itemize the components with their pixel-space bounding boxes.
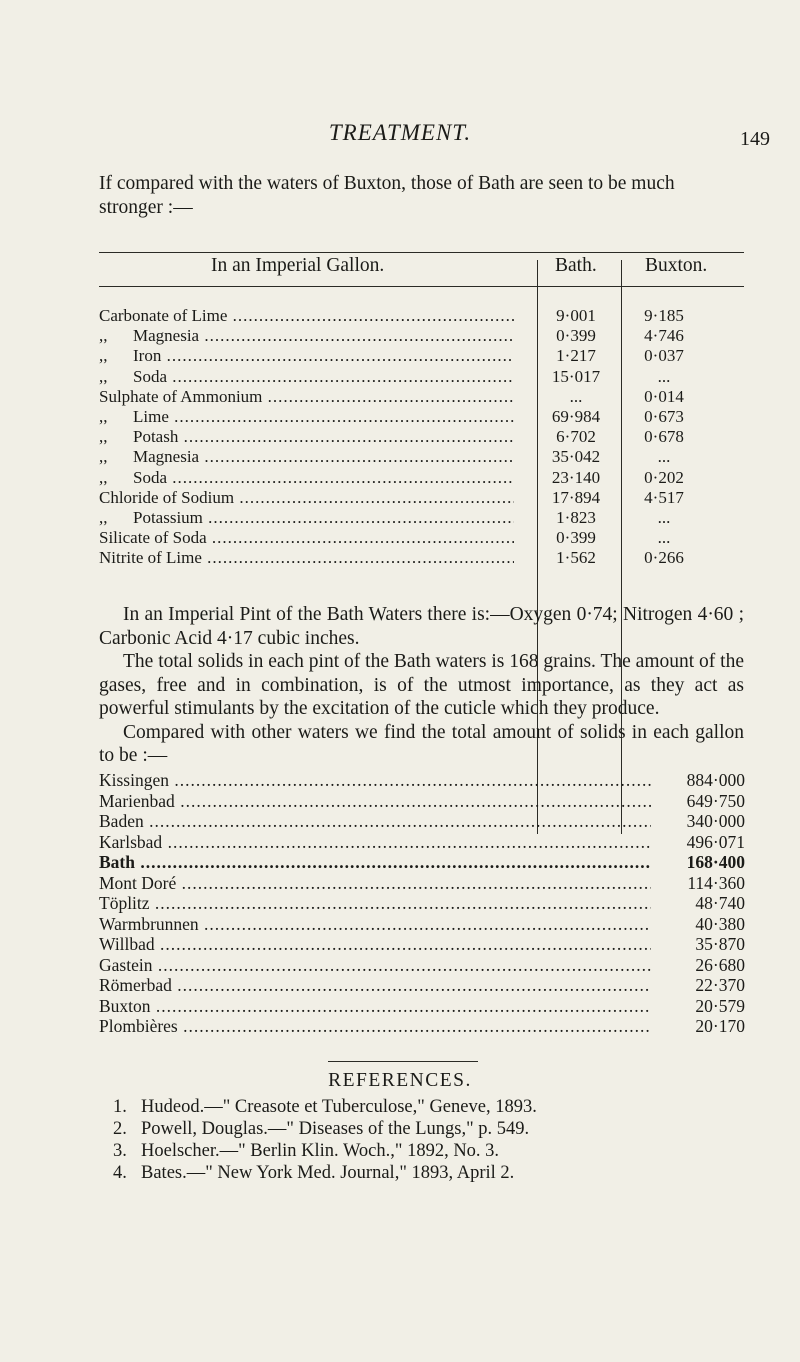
row-label (99, 488, 514, 508)
list-item (99, 996, 744, 1017)
table-row (99, 488, 744, 508)
spa-name-text: Willbad (99, 934, 155, 954)
spa-name-text: Kissingen (99, 770, 169, 790)
spa-name-text: Töplitz (99, 893, 150, 913)
spa-name (99, 873, 659, 893)
row-label (99, 548, 514, 568)
spa-solids-value: 20·170 (651, 1016, 745, 1036)
reference-text: Hoelscher.—" Berlin Klin. Woch.," 1892, No. 3. (141, 1141, 500, 1161)
spa-solids-value: 20·579 (651, 996, 745, 1016)
spa-name (99, 1016, 659, 1036)
running-title: TREATMENT. (328, 120, 472, 145)
buxton-value: ... (657, 507, 671, 527)
row-label (99, 367, 514, 387)
spa-name (99, 975, 659, 995)
buxton-value: ... (657, 528, 671, 548)
table-row (99, 407, 744, 427)
spa-name (99, 914, 659, 934)
intro-paragraph: If compared with the waters of Buxton, those of Bath are seen to be much stronger :— (99, 173, 675, 218)
references-heading: REFERENCES. (328, 1070, 472, 1091)
row-label (99, 427, 514, 447)
row-label (99, 528, 514, 548)
spa-name-text: Römerbad (99, 975, 172, 995)
table-row (99, 367, 744, 387)
list-item (99, 811, 744, 832)
column-header-item: In an Imperial Gallon. (211, 255, 385, 276)
table-row (99, 508, 744, 528)
section-divider (328, 1061, 478, 1062)
bath-value: 17·894 (551, 487, 601, 507)
buxton-value: 0·673 (644, 406, 684, 426)
list-item (99, 873, 744, 894)
row-label-text: ,, Potash (99, 427, 179, 447)
list-item (99, 934, 744, 955)
spa-solids-value: 496·071 (651, 832, 745, 852)
bath-value: 1·562 (556, 548, 596, 568)
reference-text: Hudeod.—" Creasote et Tuberculose," Geneve, 1893. (141, 1097, 537, 1117)
bath-value: 35·042 (551, 447, 601, 467)
reference-text: Powell, Douglas.—" Diseases of the Lungs," p. 549. (141, 1119, 530, 1139)
spa-solids-value: 340·000 (651, 811, 745, 831)
buxton-value: 0·037 (644, 346, 684, 366)
list-item (99, 791, 744, 812)
spa-comparison-list (99, 770, 744, 1037)
buxton-value: 4·517 (644, 487, 684, 507)
row-label-text: ,, Soda (99, 366, 167, 386)
spa-name-text: Marienbad (99, 790, 175, 811)
bath-value: 1·217 (556, 346, 596, 366)
table-row (99, 427, 744, 447)
reference-item (113, 1118, 753, 1140)
bath-value: 15·017 (551, 366, 601, 386)
row-label-text: ,, Soda (99, 467, 167, 487)
reference-item (113, 1162, 753, 1184)
spa-name-text: Warmbrunnen (99, 913, 199, 934)
spa-name (99, 996, 659, 1016)
paragraph-gases: In an Imperial Pint of the Bath Waters there is:—Oxygen 0·74; Nitrogen 4·60 ; Carbonic Acid 4·17 cubic inches. (99, 604, 744, 649)
buxton-value: 4·746 (644, 326, 684, 346)
spa-name (99, 791, 659, 811)
spa-name-text: Karlsbad (99, 831, 163, 852)
list-item (99, 955, 744, 976)
reference-number: 4. (113, 1163, 127, 1183)
body-text (99, 603, 744, 768)
buxton-value: 0·678 (644, 427, 684, 447)
spa-solids-value: 48·740 (651, 893, 745, 913)
row-label-text: Silicate of Soda (99, 528, 207, 548)
spa-name-text: Bath (99, 852, 135, 872)
paragraph-solids: The total solids in each pint of the Bath waters is 168 grains. The amount of the gases, free and in combination, is of the utmost importance, as they act as powerful stimulants by the excitation of the cuticle which they produce. (99, 651, 744, 719)
spa-name (99, 852, 659, 872)
buxton-value: 9·185 (644, 306, 684, 325)
row-label (99, 326, 514, 346)
spa-solids-value: 114·360 (651, 873, 745, 893)
list-item (99, 975, 744, 996)
row-label-text: ,, Iron (99, 346, 162, 366)
bath-value: 23·140 (551, 467, 601, 487)
table-body (99, 306, 744, 568)
row-label-text: Carbonate of Lime (99, 306, 228, 325)
reference-number: 1. (113, 1097, 127, 1117)
row-label-text: ,, Magnesia (99, 326, 200, 346)
row-label (99, 508, 514, 528)
spa-name-text: Baden (99, 811, 144, 831)
reference-item (113, 1096, 753, 1118)
table-row (99, 468, 744, 488)
spa-solids-value: 22·370 (651, 975, 745, 995)
list-item (99, 852, 744, 873)
row-label (99, 468, 514, 488)
column-header-buxton: Buxton. (645, 255, 708, 276)
spa-solids-value: 40·380 (651, 914, 745, 934)
reference-item (113, 1140, 753, 1162)
running-head (0, 120, 800, 150)
row-label-text: ,, Magnesia (99, 447, 200, 467)
spa-solids-value: 884·000 (651, 770, 745, 790)
row-label-text: Nitrite of Lime (99, 548, 202, 568)
list-item (99, 770, 744, 791)
table-row (99, 346, 744, 366)
bath-value: 1·823 (556, 507, 596, 527)
table-row (99, 306, 744, 326)
row-label (99, 306, 514, 326)
table-row (99, 528, 744, 548)
table-row (99, 326, 744, 346)
buxton-value: ... (657, 366, 671, 386)
spa-name (99, 770, 659, 790)
spa-name-text: Plombières (99, 1016, 178, 1036)
row-label-text: ,, Lime (99, 406, 169, 426)
spa-name-text: Gastein (99, 954, 153, 975)
buxton-value: ... (657, 447, 671, 467)
buxton-value: 0·202 (644, 467, 684, 487)
table-header-rule (99, 286, 744, 287)
row-label-text: Chloride of Sodium (99, 487, 235, 507)
row-label-text: ,, Potassium (99, 507, 203, 527)
list-item (99, 832, 744, 853)
spa-solids-value: 649·750 (651, 791, 745, 811)
spa-name-text: Mont Doré (99, 872, 177, 893)
bath-value: ... (569, 386, 583, 406)
column-header-bath: Bath. (555, 255, 597, 276)
spa-name (99, 934, 659, 954)
spa-solids-value: 168·400 (651, 852, 745, 872)
reference-number: 3. (113, 1141, 127, 1161)
buxton-value: 0·014 (644, 386, 684, 406)
bath-value: 9·001 (556, 306, 596, 325)
reference-number: 2. (113, 1119, 127, 1139)
references-list (113, 1096, 753, 1184)
list-item (99, 914, 744, 935)
row-label (99, 346, 514, 366)
table-row (99, 447, 744, 467)
bath-value: 6·702 (556, 427, 596, 447)
spa-name (99, 832, 659, 852)
row-label (99, 447, 514, 467)
row-label (99, 387, 514, 407)
spa-name (99, 955, 659, 975)
table-row (99, 548, 744, 568)
table-top-rule (99, 252, 744, 253)
paragraph-compared: Compared with other waters we find the total amount of solids in each gallon to be :— (99, 721, 744, 766)
row-label-text: Sulphate of Ammonium (99, 386, 263, 406)
list-item (99, 1016, 744, 1037)
spa-name (99, 811, 659, 831)
table-row (99, 387, 744, 407)
row-label (99, 407, 514, 427)
spa-name-text: Buxton (99, 995, 151, 1016)
spa-solids-value: 35·870 (651, 934, 745, 954)
reference-text: Bates.—" New York Med. Journal," 1893, April 2. (141, 1163, 515, 1183)
buxton-value: 0·266 (644, 548, 684, 568)
bath-value: 0·399 (556, 326, 596, 346)
page-number: 149 (740, 128, 770, 150)
list-item (99, 893, 744, 914)
spa-name (99, 893, 659, 913)
bath-value: 0·399 (556, 528, 596, 548)
spa-solids-value: 26·680 (651, 955, 745, 975)
bath-value: 69·984 (551, 406, 601, 426)
